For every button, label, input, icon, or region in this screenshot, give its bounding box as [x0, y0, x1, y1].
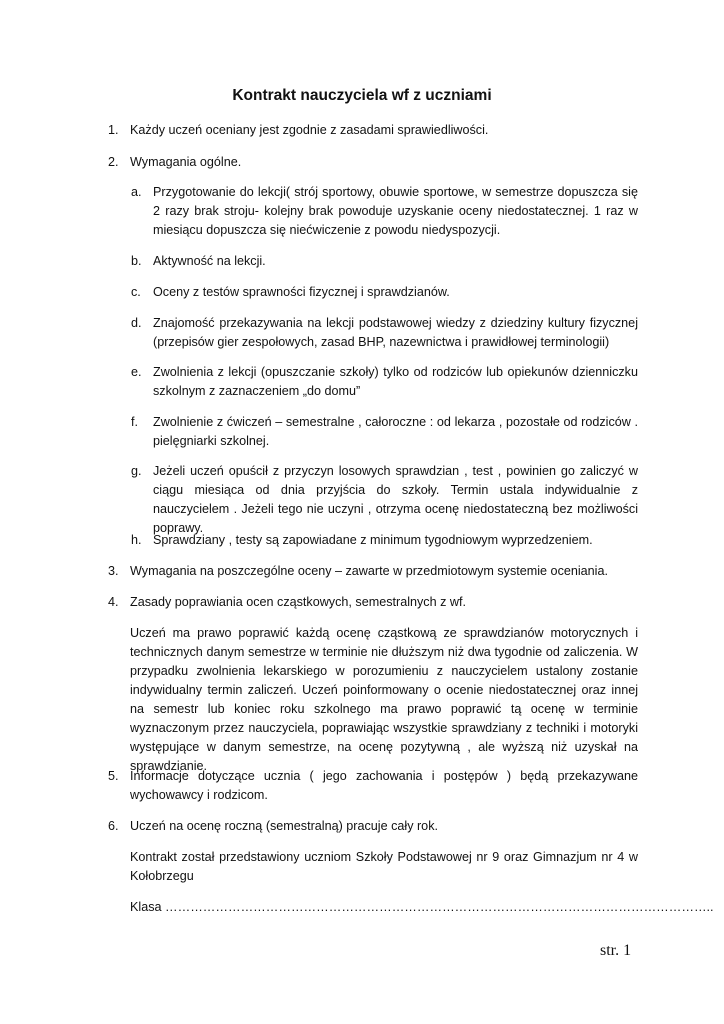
page-number: str. 1 [600, 942, 632, 959]
item-text: Zasady poprawiania ocen cząstkowych, semestralnych z wf. [130, 595, 466, 609]
item-text: Wymagania na poszczególne oceny – zawarte w przedmiotowym systemie oceniania. [130, 564, 608, 578]
sub-item-text: Zwolnienia z lekcji (opuszczanie szkoły) tylko od rodziców lub opiekunów dzienniczku szkolnym z zaznaczeniem „do domu” [153, 365, 638, 398]
sub-item-letter: e. [131, 365, 142, 379]
sub-item-text: Oceny z testów sprawności fizycznej i sprawdzianów. [153, 285, 450, 299]
correction-rules-text: Uczeń ma prawo poprawić każdą ocenę cząstkową ze sprawdzianów motorycznych i technicznych danym semestrze w terminie nie dłuższym niż dwa tygodnie od zaliczenia. W przypadku zwolnienia lekarskiego w porozumieniu z nauczycielem ustalony zostanie indywidualny termin zaliczeń. Uczeń poinformowany o ocenie niedostatecznej oraz innej na semestr lub koniec roku szkolnego ma prawo poprawić tą ocenę w terminie wyznaczonym przez nauczyciela, poprawiając wszystkie sprawdziany z techniki i motoryki występujące w danym semestrze, na ocenę pozytywną , ale wyższą niż uzyskał na sprawdzianie. [130, 626, 638, 773]
class-line-text: Klasa ………………………………………………………………………………………………………………….. [130, 900, 714, 914]
sub-item-text: Jeżeli uczeń opuścił z przyczyn losowych sprawdzian , test , powinien go zaliczyć w ciągu miesiąca od dnia przyjścia do szkoły. Termin ustala indywidualnie z nauczycielem . Jeżeli tego nie uczyni , otrzyma ocenę niedostateczną bez możliwości poprawy. [153, 464, 638, 535]
sub-item-letter: f. [131, 415, 138, 429]
item-number: 2. [108, 155, 119, 169]
item-number: 3. [108, 564, 119, 578]
document-title: Kontrakt nauczyciela wf z uczniami [232, 87, 492, 104]
sub-item-letter: g. [131, 464, 142, 478]
item-text: Wymagania ogólne. [130, 155, 242, 169]
sub-item-text: Zwolnienie z ćwiczeń – semestralne , całoroczne : od lekarza , pozostałe od rodziców . pielęgniarki szkolnej. [153, 415, 638, 448]
sub-item-letter: h. [131, 533, 142, 547]
sub-item-text: Przygotowanie do lekcji( strój sportowy, obuwie sportowe, w semestrze dopuszcza się 2 razy brak stroju- kolejny brak powoduje uzyskanie oceny niedostatecznej. 1 raz w miesiącu dopuszcza się niećwiczenie z powodu niedyspozycji. [153, 185, 638, 237]
sub-item-letter: c. [131, 285, 141, 299]
sub-item-letter: b. [131, 254, 142, 268]
item-number: 6. [108, 819, 119, 833]
sub-item-letter: d. [131, 316, 142, 330]
item-text: Uczeń na ocenę roczną (semestralną) pracuje cały rok. [130, 819, 438, 833]
contract-note-text: Kontrakt został przedstawiony uczniom Szkoły Podstawowej nr 9 oraz Gimnazjum nr 4 w Kołobrzegu [130, 850, 638, 883]
sub-item-text: Sprawdziany , testy są zapowiadane z minimum tygodniowym wyprzedzeniem. [153, 533, 593, 547]
item-number: 4. [108, 595, 119, 609]
item-text: Każdy uczeń oceniany jest zgodnie z zasadami sprawiedliwości. [130, 123, 489, 137]
item-text: Informacje dotyczące ucznia ( jego zachowania i postępów ) będą przekazywane wychowawcy i rodzicom. [130, 769, 638, 802]
sub-item-text: Aktywność na lekcji. [153, 254, 266, 268]
item-number: 5. [108, 769, 119, 783]
sub-item-letter: a. [131, 185, 142, 199]
item-number: 1. [108, 123, 119, 137]
sub-item-text: Znajomość przekazywania na lekcji podstawowej wiedzy z dziedziny kultury fizycznej (przepisów gier zespołowych, zasad BHP, nazewnictwa i prawidłowej terminologii) [153, 316, 638, 349]
